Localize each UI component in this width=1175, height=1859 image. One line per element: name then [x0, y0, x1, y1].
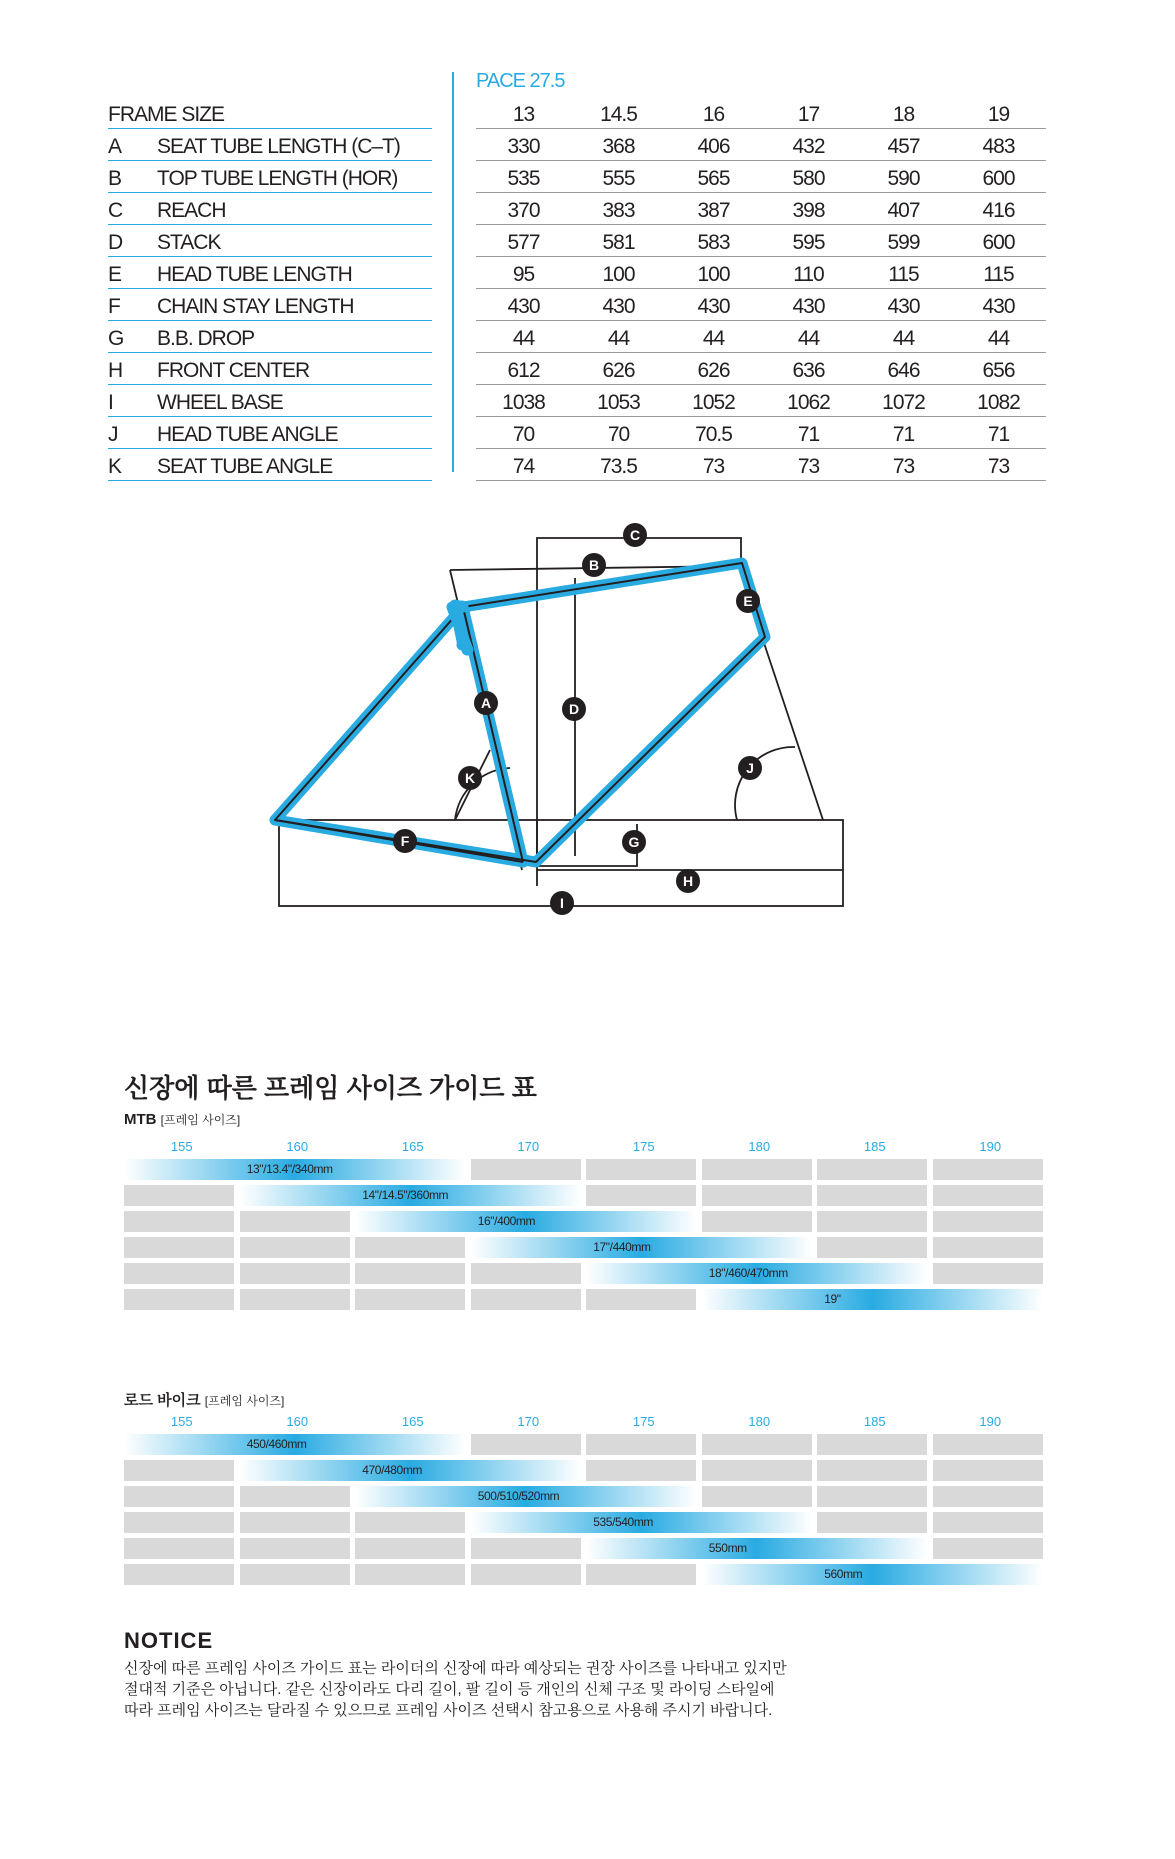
empty-cell: [124, 1185, 234, 1206]
geometry-labels: [108, 97, 432, 481]
table-cell: 44: [797, 327, 820, 350]
geometry-row-label: [108, 193, 432, 225]
size-range-bar: [471, 1512, 812, 1533]
empty-cell: [355, 1237, 465, 1258]
svg-text:H: H: [682, 873, 694, 889]
size-5: 19: [987, 103, 1010, 126]
size-4: 18: [892, 103, 915, 126]
marker-f: [393, 829, 417, 853]
empty-cell: [586, 1434, 696, 1455]
notice-body: [124, 1658, 944, 1721]
empty-cell: [817, 1211, 927, 1232]
table-cell: 565: [697, 167, 730, 190]
geometry-row-values: [476, 161, 1046, 193]
table-cell: 73: [702, 455, 725, 478]
table-cell: 1072: [882, 391, 925, 414]
row-label: SEAT TUBE LENGTH (C–T): [157, 135, 400, 158]
table-cell: 383: [602, 199, 635, 222]
guide-title: 신장에 따른 프레임 사이즈 가이드 표: [124, 1073, 537, 1103]
empty-cell: [240, 1538, 350, 1559]
table-cell: 646: [887, 359, 920, 382]
svg-text:E: E: [743, 593, 753, 609]
table-cell: 430: [697, 295, 730, 318]
table-cell: 1038: [502, 391, 545, 414]
size-range-bar: [124, 1159, 465, 1180]
table-cell: 100: [602, 263, 635, 286]
frame-tubes-outer: [275, 563, 765, 862]
mtb-sub-label: [프레임 사이즈]: [160, 1113, 241, 1127]
svg-text:D: D: [568, 701, 580, 717]
marker-g: [622, 830, 646, 854]
empty-cell: [124, 1263, 234, 1284]
row-code: D: [108, 231, 123, 254]
row-code: B: [108, 167, 122, 190]
table-cell: 70.5: [695, 423, 732, 446]
marker-b: [582, 553, 606, 577]
table-cell: 430: [602, 295, 635, 318]
size-2: 16: [702, 103, 725, 126]
row-code: E: [108, 263, 122, 286]
marker-i: [550, 891, 574, 915]
empty-cell: [124, 1512, 234, 1533]
table-cell: 44: [607, 327, 630, 350]
empty-cell: [586, 1185, 696, 1206]
geometry-row-values: [476, 385, 1046, 417]
row-label: SEAT TUBE ANGLE: [157, 455, 333, 478]
size-range-label: 450/460mm: [246, 1437, 307, 1451]
table-cell: 74: [512, 455, 535, 478]
empty-cell: [124, 1237, 234, 1258]
size-range-bar: [355, 1486, 696, 1507]
size-range-label: 550mm: [708, 1541, 747, 1555]
row-code: I: [108, 391, 113, 414]
row-label: HEAD TUBE ANGLE: [157, 423, 338, 446]
empty-cell: [586, 1564, 696, 1585]
marker-k: [458, 766, 482, 790]
size-range-bar: [124, 1434, 465, 1455]
height-label: 160: [286, 1414, 309, 1429]
notice-line: 신장에 따른 프레임 사이즈 가이드 표는 라이더의 신장에 따라 예상되는 권장 사이즈를 나타내고 있지만: [124, 1660, 787, 1677]
empty-cell: [471, 1564, 581, 1585]
row-code: H: [108, 359, 123, 382]
geometry-row-label: [108, 385, 432, 417]
table-cell: 73.5: [600, 455, 637, 478]
table-cell: 583: [697, 231, 730, 254]
table-cell: 535: [507, 167, 540, 190]
empty-cell: [240, 1237, 350, 1258]
height-label: 185: [863, 1414, 886, 1429]
svg-text:F: F: [400, 833, 410, 849]
geometry-row-label: [108, 225, 432, 257]
row-code: J: [108, 423, 118, 446]
height-label: 165: [401, 1414, 424, 1429]
table-cell: 457: [887, 135, 920, 158]
size-range-bar: [240, 1460, 581, 1481]
size-range-bar: [702, 1564, 1043, 1585]
mtb-section-label: [124, 1111, 240, 1128]
bike-frame: [275, 563, 765, 862]
row-label: REACH: [157, 199, 226, 222]
row-label: HEAD TUBE LENGTH: [157, 263, 352, 286]
geometry-row-values: [476, 193, 1046, 225]
empty-cell: [702, 1185, 812, 1206]
table-cell: 398: [792, 199, 825, 222]
geometry-row-values: [476, 417, 1046, 449]
empty-cell: [355, 1512, 465, 1533]
notice-line: 따라 프레임 사이즈는 달라질 수 있으므로 프레임 사이즈 선택시 참고용으로 사용해 주시기 바랍니다.: [124, 1702, 773, 1719]
empty-cell: [702, 1211, 812, 1232]
empty-cell: [355, 1564, 465, 1585]
table-cell: 70: [607, 423, 630, 446]
height-label: 170: [517, 1139, 540, 1154]
empty-cell: [355, 1263, 465, 1284]
height-label: 160: [286, 1139, 309, 1154]
table-cell: 636: [792, 359, 825, 382]
row-label: TOP TUBE LENGTH (HOR): [157, 167, 398, 190]
road-sub-label: [프레임 사이즈]: [204, 1394, 285, 1408]
empty-cell: [124, 1538, 234, 1559]
empty-cell: [702, 1460, 812, 1481]
table-cell: 430: [887, 295, 920, 318]
geometry-row-values: [476, 289, 1046, 321]
table-cell: 387: [697, 199, 730, 222]
dimension-markers: [393, 523, 762, 915]
empty-cell: [586, 1460, 696, 1481]
table-cell: 581: [602, 231, 635, 254]
table-cell: 407: [887, 199, 920, 222]
empty-cell: [817, 1185, 927, 1206]
table-cell: 100: [697, 263, 730, 286]
table-cell: 626: [697, 359, 730, 382]
table-cell: 406: [697, 135, 730, 158]
row-code: A: [108, 135, 122, 158]
empty-cell: [355, 1538, 465, 1559]
svg-text:K: K: [464, 770, 476, 786]
empty-cell: [124, 1564, 234, 1585]
svg-text:I: I: [560, 895, 564, 911]
geometry-row-label: [108, 321, 432, 353]
geometry-row-label: [108, 449, 432, 481]
empty-cell: [240, 1486, 350, 1507]
steering-axis: [762, 637, 823, 820]
geometry-row-values: [476, 129, 1046, 161]
empty-cell: [933, 1211, 1043, 1232]
empty-cell: [586, 1289, 696, 1310]
height-label: 185: [863, 1139, 886, 1154]
size-range-label: 13"/13.4"/340mm: [246, 1162, 333, 1176]
table-cell: 626: [602, 359, 635, 382]
geometry-row-values: [476, 353, 1046, 385]
notice-title: NOTICE: [124, 1628, 214, 1653]
table-cell: 656: [982, 359, 1015, 382]
size-header-row: [476, 97, 1046, 129]
table-cell: 430: [792, 295, 825, 318]
empty-cell: [817, 1512, 927, 1533]
table-cell: 370: [507, 199, 540, 222]
table-cell: 1062: [787, 391, 830, 414]
geometry-row-label: [108, 257, 432, 289]
table-cell: 44: [987, 327, 1010, 350]
table-cell: 599: [887, 231, 920, 254]
svg-text:G: G: [628, 834, 640, 850]
empty-cell: [240, 1263, 350, 1284]
empty-cell: [240, 1512, 350, 1533]
geometry-row-values: [476, 449, 1046, 481]
geometry-row-label: [108, 129, 432, 161]
empty-cell: [933, 1434, 1043, 1455]
table-cell: 590: [887, 167, 920, 190]
row-label: WHEEL BASE: [157, 391, 283, 414]
table-cell: 555: [602, 167, 635, 190]
table-cell: 95: [512, 263, 535, 286]
marker-j: [738, 756, 762, 780]
table-cell: 432: [792, 135, 825, 158]
size-3: 17: [797, 103, 820, 126]
marker-d: [562, 697, 586, 721]
table-cell: 115: [888, 263, 919, 286]
empty-cell: [933, 1512, 1043, 1533]
empty-cell: [586, 1159, 696, 1180]
table-cell: 330: [507, 135, 540, 158]
table-cell: 110: [793, 263, 824, 286]
height-label: 155: [170, 1139, 193, 1154]
table-cell: 600: [982, 167, 1015, 190]
empty-cell: [933, 1185, 1043, 1206]
table-cell: 44: [892, 327, 915, 350]
empty-cell: [933, 1538, 1043, 1559]
empty-cell: [355, 1289, 465, 1310]
empty-cell: [817, 1434, 927, 1455]
frame-geometry-diagram: [0, 520, 1175, 940]
table-divider: [452, 72, 454, 472]
height-label: 175: [632, 1414, 655, 1429]
size-range-bar: [586, 1263, 927, 1284]
empty-cell: [471, 1159, 581, 1180]
empty-cell: [124, 1460, 234, 1481]
size-range-label: 19": [824, 1292, 841, 1306]
height-label: 190: [979, 1414, 1002, 1429]
table-cell: 73: [892, 455, 915, 478]
table-cell: 483: [982, 135, 1015, 158]
table-cell: 368: [602, 135, 635, 158]
empty-cell: [817, 1159, 927, 1180]
table-cell: 430: [507, 295, 540, 318]
row-label: STACK: [157, 231, 221, 254]
empty-cell: [702, 1486, 812, 1507]
row-label: B.B. DROP: [157, 327, 255, 350]
empty-cell: [240, 1289, 350, 1310]
size-range-label: 560mm: [824, 1567, 863, 1581]
empty-cell: [240, 1211, 350, 1232]
marker-e: [736, 589, 760, 613]
model-name: PACE 27.5: [476, 70, 565, 92]
table-cell: 600: [982, 231, 1015, 254]
svg-text:C: C: [629, 527, 641, 543]
size-range-label: 16"/400mm: [477, 1214, 536, 1228]
height-label: 175: [632, 1139, 655, 1154]
table-cell: 115: [983, 263, 1014, 286]
row-code: C: [108, 199, 123, 222]
empty-cell: [817, 1237, 927, 1258]
table-cell: 71: [987, 423, 1010, 446]
empty-cell: [933, 1159, 1043, 1180]
size-range-bar: [586, 1538, 927, 1559]
size-range-bar: [471, 1237, 812, 1258]
size-range-bar: [355, 1211, 696, 1232]
svg-text:B: B: [588, 557, 600, 573]
size-range-label: 500/510/520mm: [477, 1489, 560, 1503]
frame-size-header: [108, 97, 432, 129]
height-label: 180: [748, 1414, 771, 1429]
row-code: K: [108, 455, 122, 478]
empty-cell: [124, 1211, 234, 1232]
empty-cell: [933, 1237, 1043, 1258]
table-cell: 70: [512, 423, 535, 446]
table-cell: 44: [512, 327, 535, 350]
marker-c: [623, 523, 647, 547]
empty-cell: [124, 1486, 234, 1507]
size-range-label: 17"/440mm: [593, 1240, 651, 1254]
size-1: 14.5: [600, 103, 637, 126]
geometry-row-label: [108, 161, 432, 193]
table-cell: 73: [797, 455, 820, 478]
size-range-label: 18"/460/470mm: [708, 1266, 788, 1280]
empty-cell: [702, 1159, 812, 1180]
row-code: F: [108, 295, 120, 318]
height-label: 165: [401, 1139, 424, 1154]
row-label: CHAIN STAY LENGTH: [157, 295, 354, 318]
table-cell: 416: [982, 199, 1015, 222]
marker-a: [474, 691, 498, 715]
empty-cell: [124, 1289, 234, 1310]
row-label: FRONT CENTER: [157, 359, 310, 382]
height-label: 180: [748, 1139, 771, 1154]
height-label: 170: [517, 1414, 540, 1429]
empty-cell: [240, 1564, 350, 1585]
geometry-row-values: [476, 225, 1046, 257]
size-range-label: 470/480mm: [362, 1463, 423, 1477]
table-cell: 44: [702, 327, 725, 350]
table-cell: 595: [792, 231, 825, 254]
table-cell: 580: [792, 167, 825, 190]
row-code: G: [108, 327, 124, 350]
notice-line: 절대적 기준은 아닙니다. 같은 신장이라도 다리 길이, 팔 길이 등 개인의 신체 구조 및 라이딩 스타일에: [124, 1681, 775, 1698]
road-section-label: [124, 1389, 284, 1410]
road-label: 로드 바이크: [124, 1392, 201, 1409]
table-cell: 1052: [692, 391, 735, 414]
empty-cell: [702, 1434, 812, 1455]
svg-text:A: A: [480, 695, 492, 711]
size-range-bar: [702, 1289, 1043, 1310]
size-range-label: 535/540mm: [593, 1515, 654, 1529]
geometry-values: [476, 97, 1046, 481]
empty-cell: [471, 1538, 581, 1559]
size-0: 13: [512, 103, 535, 126]
geometry-row-label: [108, 353, 432, 385]
table-cell: 577: [507, 231, 540, 254]
empty-cell: [933, 1486, 1043, 1507]
empty-cell: [817, 1486, 927, 1507]
size-range-label: 14"/14.5"/360mm: [362, 1188, 449, 1202]
empty-cell: [933, 1460, 1043, 1481]
table-cell: 430: [982, 295, 1015, 318]
geometry-row-label: [108, 417, 432, 449]
svg-text:J: J: [746, 760, 754, 776]
empty-cell: [471, 1434, 581, 1455]
geometry-row-values: [476, 321, 1046, 353]
table-cell: 1082: [977, 391, 1020, 414]
empty-cell: [933, 1263, 1043, 1284]
empty-cell: [471, 1263, 581, 1284]
table-cell: 71: [892, 423, 915, 446]
marker-h: [676, 869, 700, 893]
height-label: 155: [170, 1414, 193, 1429]
mtb-label: MTB: [124, 1111, 157, 1128]
table-cell: 71: [797, 423, 820, 446]
frame-size-label: FRAME SIZE: [108, 103, 225, 126]
empty-cell: [817, 1460, 927, 1481]
height-label: 190: [979, 1139, 1002, 1154]
table-cell: 612: [507, 359, 540, 382]
table-cell: 1053: [597, 391, 640, 414]
geometry-row-label: [108, 289, 432, 321]
table-cell: 73: [987, 455, 1010, 478]
size-range-bar: [240, 1185, 581, 1206]
empty-cell: [471, 1289, 581, 1310]
geometry-row-values: [476, 257, 1046, 289]
